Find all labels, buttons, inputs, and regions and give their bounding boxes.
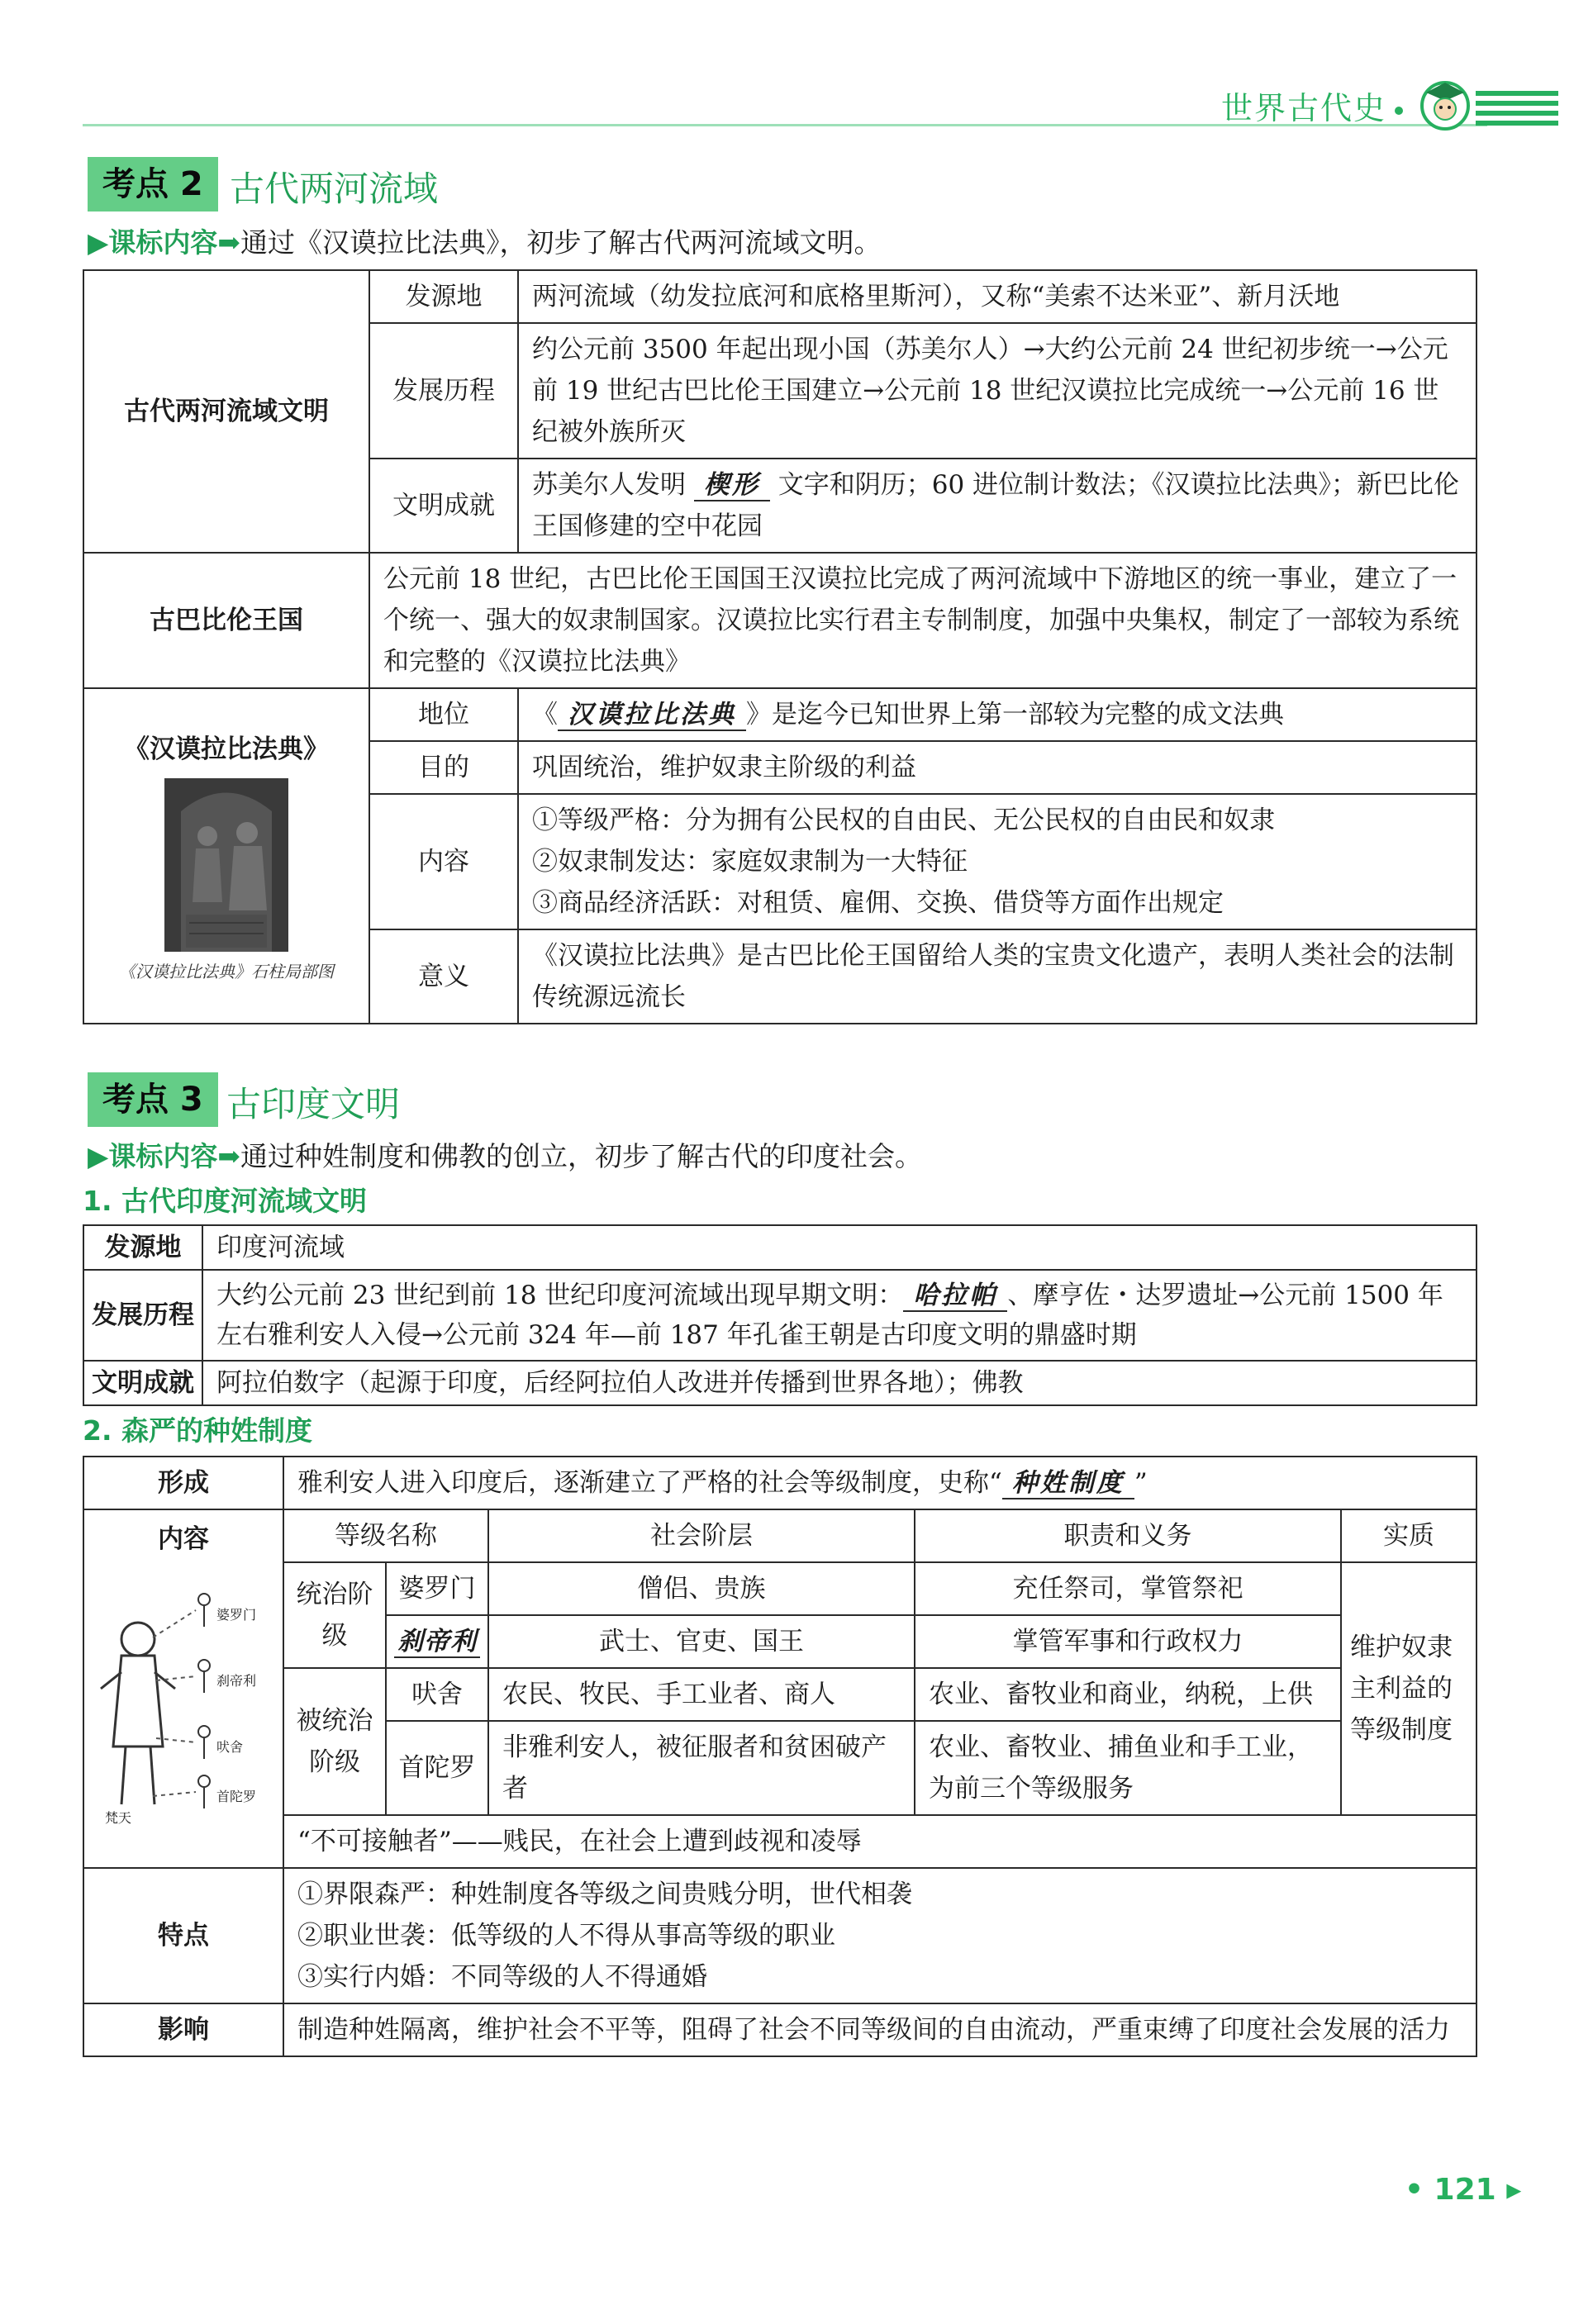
- caste-form-label: 形成: [83, 1457, 283, 1509]
- indus-table: [83, 1224, 1477, 1406]
- caste-table: [83, 1456, 1477, 2057]
- section3-standard: ▶课标内容➡通过种姓制度和佛教的创立，初步了解古代的印度社会。: [88, 1140, 923, 1172]
- civ-ach: 苏美尔人发明 楔形 文字和阴历；60 进位制计数法；《汉谟拉比法典》；新巴比伦王国修建的空中花园: [518, 459, 1476, 553]
- code-content-label: 内容: [369, 794, 518, 929]
- caste-feature-item: ③实行内婚：不同等级的人不得通婚: [297, 1962, 707, 1992]
- answer-code-name: 汉谟拉比法典: [558, 700, 746, 731]
- caste-form: 雅利安人进入印度后，逐渐建立了严格的社会等级制度，史称“ 种姓制度 ”: [283, 1457, 1476, 1509]
- caste-row-name: 吠舍: [386, 1668, 488, 1721]
- caste-impact: 制造种姓隔离，维护社会不平等，阻碍了社会不同等级间的自由流动，严重束缚了印度社会发展的活力: [283, 2003, 1476, 2056]
- fig-label-kshatriya: 刹帝利: [216, 1673, 257, 1689]
- caste-header-class: 社会阶层: [488, 1509, 915, 1562]
- caste-row-duty: 掌管军事和行政权力: [915, 1615, 1341, 1668]
- caste-content-cell: [83, 1509, 283, 1868]
- civ-origin-label: 发源地: [369, 270, 518, 323]
- indus-dev-label: 发展历程: [83, 1270, 202, 1361]
- code-purpose: 巩固统治，维护奴隶主阶级的利益: [518, 741, 1476, 794]
- answer-caste-system: 种姓制度: [1002, 1468, 1134, 1499]
- code-meaning-label: 意义: [369, 929, 518, 1024]
- indus-dev: 大约公元前 23 世纪到前 18 世纪印度河流域出现早期文明： 哈拉帕 、摩亨佐・达罗遗址→公元前 1500 年左右雅利安人入侵→公元前 324 年—前 187 年孔雀王朝是古印度文明的鼎盛时期: [202, 1270, 1476, 1361]
- untouchables-note: “不可接触者”——贱民，在社会上遭到歧视和凌辱: [283, 1815, 1476, 1868]
- code-name: 《汉谟拉比法典》: [124, 734, 329, 764]
- ruled-class-label: 被统治阶级: [283, 1668, 386, 1815]
- indus-origin: 印度河流域: [202, 1225, 1476, 1270]
- code-content-item: ③商品经济活跃：对租赁、雇佣、交换、借贷等方面作出规定: [532, 888, 1224, 918]
- babylon-name: 古巴比伦王国: [83, 553, 369, 688]
- page-number: • 121 ▸: [1405, 2173, 1522, 2207]
- answer-kshatriya: 刹帝利: [394, 1627, 480, 1658]
- student-mascot-icon: [1416, 74, 1474, 132]
- answer-cuneiform: 楔形: [694, 470, 770, 501]
- caste-row-class: 农民、牧民、手工业者、商人: [488, 1668, 915, 1721]
- caste-row-class: 僧侣、贵族: [488, 1562, 915, 1615]
- code-name-cell: [83, 688, 369, 1024]
- caste-header-essence: 实质: [1341, 1509, 1476, 1562]
- caste-impact-label: 影响: [83, 2003, 283, 2056]
- brahma-caste-illustration: [88, 1565, 278, 1829]
- caste-row-name: [386, 1615, 488, 1668]
- civ-name: 古代两河流域文明: [83, 270, 369, 553]
- code-status-label: 地位: [369, 688, 518, 741]
- header-title: 世界古代史: [1221, 83, 1403, 128]
- caste-row-name: 首陀罗: [386, 1721, 488, 1815]
- caste-essence: 维护奴隶主利益的等级制度: [1341, 1562, 1476, 1815]
- section2-tag: 考点 2: [88, 157, 218, 211]
- code-purpose-label: 目的: [369, 741, 518, 794]
- civ-dev-label: 发展历程: [369, 323, 518, 459]
- caste-row-duty: 充任祭司，掌管祭祀: [915, 1562, 1341, 1615]
- caste-row-duty: 农业、畜牧业、捕鱼业和手工业，为前三个等级服务: [915, 1721, 1341, 1815]
- civ-ach-label: 文明成就: [369, 459, 518, 553]
- fig-label-brahmin: 婆罗门: [216, 1607, 257, 1623]
- ruling-class-label: 统治阶级: [283, 1562, 386, 1668]
- caste-features: [283, 1868, 1476, 2003]
- section2-title: 古代两河流域: [230, 169, 439, 209]
- code-content-item: ②奴隶制发达：家庭奴隶制为一大特征: [532, 847, 968, 877]
- answer-harappa: 哈拉帕: [903, 1281, 1007, 1312]
- caste-row-class: 非雅利安人，被征服者和贫困破产者: [488, 1721, 915, 1815]
- header-stripes-decoration: [1476, 91, 1558, 127]
- fig-label-vaishya: 吠舍: [216, 1739, 244, 1755]
- civ-dev: 约公元前 3500 年起出现小国（苏美尔人）→大约公元前 24 世纪初步统一→公元前 19 世纪古巴比伦王国建立→公元前 18 世纪汉谟拉比完成统一→公元前 16 世纪被外族所灭: [518, 323, 1476, 459]
- code-status: 《 汉谟拉比法典 》是迄今已知世界上第一部较为完整的成文法典: [518, 688, 1476, 741]
- stele-caption: 《汉谟拉比法典》石柱局部图: [119, 962, 334, 981]
- indus-ach: 阿拉伯数字（起源于印度，后经阿拉伯人改进并传播到世界各地）；佛教: [202, 1361, 1476, 1405]
- hammurabi-stele-image: [164, 778, 288, 952]
- fig-label-brahma: 梵天: [105, 1810, 132, 1826]
- caste-header-duty: 职责和义务: [915, 1509, 1341, 1562]
- fig-label-shudra: 首陀罗: [216, 1789, 257, 1804]
- code-content: [518, 794, 1476, 929]
- caste-feature-item: ②职业世袭：低等级的人不得从事高等级的职业: [297, 1921, 835, 1951]
- caste-row-name: 婆罗门: [386, 1562, 488, 1615]
- section3-title: 古印度文明: [226, 1084, 401, 1124]
- subheading-indus: 1. 古代印度河流域文明: [83, 1185, 367, 1217]
- caste-content-label: 内容: [158, 1524, 209, 1554]
- subheading-caste: 2. 森严的种姓制度: [83, 1414, 312, 1447]
- code-meaning: 《汉谟拉比法典》是古巴比伦王国留给人类的宝贵文化遗产，表明人类社会的法制传统源远流长: [518, 929, 1476, 1024]
- code-content-item: ①等级严格：分为拥有公民权的自由民、无公民权的自由民和奴隶: [532, 806, 1275, 835]
- caste-header-name: 等级名称: [283, 1509, 488, 1562]
- caste-feature-item: ①界限森严：种姓制度各等级之间贵贱分明，世代相袭: [297, 1880, 912, 1909]
- indus-origin-label: 发源地: [83, 1225, 202, 1270]
- caste-feature-label: 特点: [83, 1868, 283, 2003]
- mesopotamia-table: [83, 269, 1477, 1024]
- caste-row-class: 武士、官吏、国王: [488, 1615, 915, 1668]
- babylon-text: 公元前 18 世纪，古巴比伦王国国王汉谟拉比完成了两河流域中下游地区的统一事业，建立了一个统一、强大的奴隶制国家。汉谟拉比实行君主专制制度，加强中央集权，制定了一部较为系统和完整的《汉谟拉比法典》: [369, 553, 1476, 688]
- section3-tag: 考点 3: [88, 1072, 218, 1127]
- indus-ach-label: 文明成就: [83, 1361, 202, 1405]
- civ-origin: 两河流域（幼发拉底河和底格里斯河），又称“美索不达米亚”、新月沃地: [518, 270, 1476, 323]
- section2-standard: ▶课标内容➡通过《汉谟拉比法典》，初步了解古代两河流域文明。: [88, 226, 882, 259]
- caste-row-duty: 农业、畜牧业和商业，纳税，上供: [915, 1668, 1341, 1721]
